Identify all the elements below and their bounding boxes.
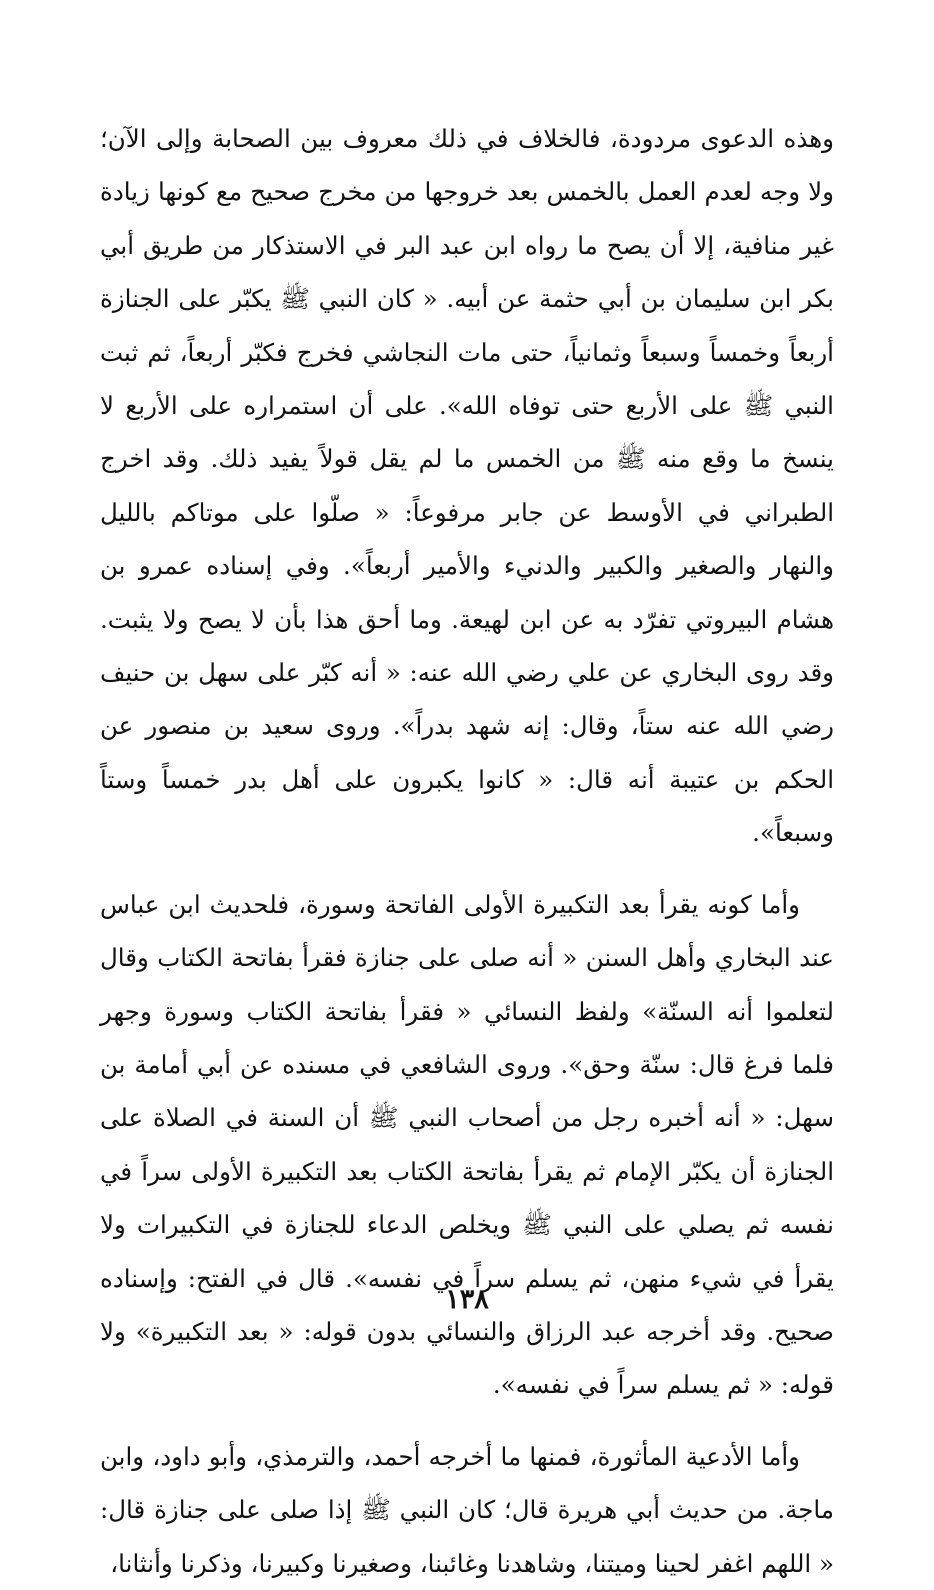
paragraph-2: وأما كونه يقرأ بعد التكبيرة الأولى الفاتحة وسورة، فلحديث ابن عباس عند البخاري وأهل السنن « أنه صلى على جنازة فقرأ بفاتحة الكتاب وقال لتعلموا أنه السنّة» ولفظ النسائي « فقرأ بفاتحة الكتاب وسورة وجهر فلما فرغ قال: سنّة وحق». وروى الشافعي في مسنده عن أبي أمامة بن سهل: « أنه أخبره رجل من أصحاب النبي ﷺ أن السنة في الصلاة على الجنازة أن يكبّر الإمام ثم يقرأ بفاتحة الكتاب بعد التكبيرة الأولى سراً في نفسه ثم يصلي على النبي ﷺ ويخلص الدعاء للجنازة في التكبيرات ولا يقرأ في شيء منهن، ثم يسلم سراً في نفسه». قال في الفتح: وإسناده صحيح. وقد أخرجه عبد الرزاق والنسائي بدون قوله: « بعد التكبيرة» ولا قوله: « ثم يسلم سراً في نفسه». xyxy=(100,889,834,1400)
paragraph-gap xyxy=(100,860,834,878)
text-body xyxy=(100,112,834,1590)
paragraph-3: وأما الأدعية المأثورة، فمنها ما أخرجه أحمد، والترمذي، وأبو داود، وابن ماجة. من حديث أبي هريرة قال؛ كان النبي ﷺ إذا صلى على جنازة قال: « اللهم اغفر لحينا وميتنا، وشاهدنا وغائبنا، وصغيرنا وكبيرنا، وذكرنا وأنثانا، xyxy=(100,1441,834,1578)
paragraph-gap xyxy=(100,1412,834,1430)
page-number: ١٣٨ xyxy=(445,1284,489,1315)
paragraph-1: وهذه الدعوى مردودة، فالخلاف في ذلك معروف بين الصحابة وإلى الآن؛ ولا وجه لعدم العمل بالخمس بعد خروجها من مخرج صحيح مع كونها زيادة غير منافية، إلا أن يصح ما رواه ابن عبد البر في الاستذكار من طريق أبي بكر ابن سليمان بن أبي حثمة عن أبيه. « كان النبي ﷺ يكبّر على الجنازة أربعاً وخمساً وسبعاً وثمانياً، حتى مات النجاشي فخرج فكبّر أربعاً، ثم ثبت النبي ﷺ على الأربع حتى توفاه الله». على أن استمراره على الأربع لا ينسخ ما وقع منه ﷺ من الخمس ما لم يقل قولاً يفيد ذلك. وقد اخرج الطبراني في الأوسط عن جابر مرفوعاً: « صلّوا على موتاكم بالليل والنهار والصغير والكبير والدنيء والأمير أربعاً». وفي إسناده عمرو بن هشام البيروتي تفرّد به عن ابن لهيعة. وما أحق هذا بأن لا يصح ولا يثبت. وقد روى البخاري عن علي رضي الله عنه: « أنه كبّر على سهل بن حنيف رضي الله عنه ستاً، وقال: إنه شهد بدراً». وروى سعيد بن منصور عن الحكم بن عتيبة أنه قال: « كانوا يكبرون على أهل بدر خمساً وستاً وسبعاً». xyxy=(100,124,834,848)
